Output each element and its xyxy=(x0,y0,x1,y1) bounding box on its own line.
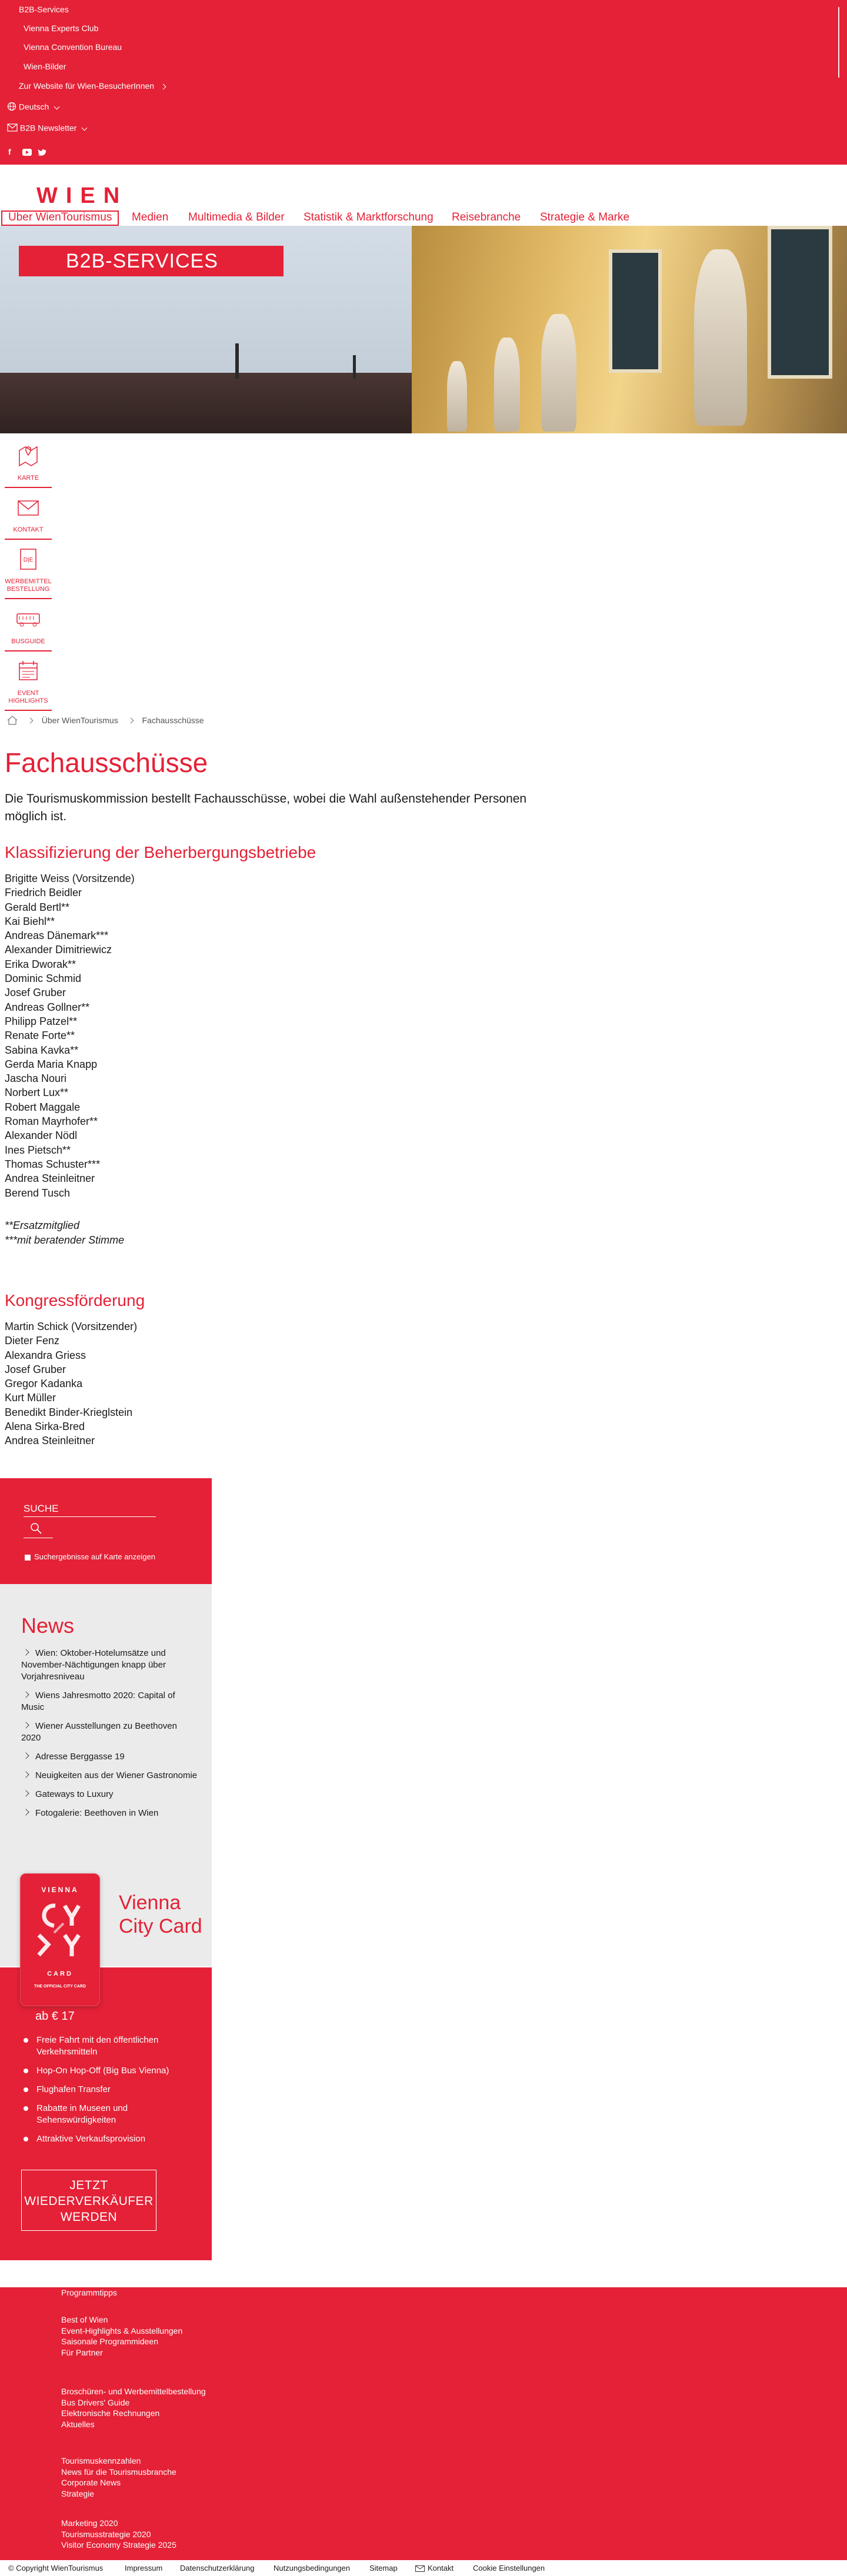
main-navigation xyxy=(0,211,847,227)
member-name: Sabina Kavka** xyxy=(5,1044,79,1056)
footer-link[interactable]: Strategie xyxy=(61,2488,95,2498)
member-name: Andrea Steinleitner xyxy=(5,1435,95,1447)
hero-window xyxy=(768,226,832,379)
legal-link-cookie-settings[interactable]: Cookie Einstellungen xyxy=(473,2564,545,2572)
side-icon-label: KONTAKT xyxy=(13,526,44,533)
section-heading-kongressfoerderung: Kongressförderung xyxy=(5,1291,145,1309)
member-name: Philipp Patzel** xyxy=(5,1015,78,1027)
member-name: Renate Forte** xyxy=(5,1030,75,1042)
checkbox-label: Suchergebnisse auf Karte anzeigen xyxy=(34,1552,155,1561)
visitor-website-label: Zur Website für Wien-BesucherInnen xyxy=(19,81,155,91)
envelope-icon xyxy=(415,2565,425,2572)
hero-spire xyxy=(235,343,239,379)
legal-link-datenschutz[interactable]: Datenschutzerklärung xyxy=(180,2564,255,2572)
side-icon-busguide[interactable] xyxy=(5,606,52,651)
hero-statue xyxy=(447,361,467,432)
footer-link[interactable]: Best of Wien xyxy=(61,2315,108,2324)
note-ersatzmitglied: **Ersatzmitglied xyxy=(5,1219,80,1231)
hero-statue xyxy=(541,314,576,432)
topbar-link-b2b-services[interactable]: B2B-Services xyxy=(19,5,69,14)
member-name: Alexander Nödl xyxy=(5,1130,78,1142)
member-name: Jascha Nouri xyxy=(5,1073,67,1085)
member-name: Alexandra Griess xyxy=(5,1349,86,1361)
news-item[interactable] xyxy=(21,1789,198,1800)
chevron-right-icon xyxy=(22,1771,29,1778)
member-name: Gregor Kadanka xyxy=(5,1378,83,1390)
envelope-icon xyxy=(7,123,18,132)
nav-item-statistik[interactable]: Statistik & Marktforschung xyxy=(304,211,433,223)
member-name: Andreas Gollner** xyxy=(5,1001,90,1013)
news-item-text: Adresse Berggasse 19 xyxy=(35,1752,125,1762)
news-item-text: Gateways to Luxury xyxy=(35,1789,114,1799)
side-icon-event-highlights[interactable] xyxy=(5,657,52,711)
footer-link-group xyxy=(61,2455,176,2499)
footer-link[interactable]: Elektronische Rechnungen xyxy=(61,2408,160,2418)
language-selector[interactable] xyxy=(7,101,59,111)
side-icon-kontakt[interactable] xyxy=(5,494,52,540)
news-item-text: Wiens Jahresmotto 2020: Capital of Music xyxy=(21,1690,175,1712)
chevron-right-icon xyxy=(22,1752,29,1759)
breadcrumb xyxy=(7,715,204,727)
hero-statue xyxy=(694,249,747,426)
footer-link-group xyxy=(61,2314,182,2358)
city-card-feature-list xyxy=(21,2034,198,2152)
social-links xyxy=(8,147,47,156)
hero-rooftops xyxy=(0,373,447,433)
footer-link[interactable]: Corporate News xyxy=(61,2478,121,2487)
svg-text:D|E: D|E xyxy=(23,557,34,563)
city-card-feature: Freie Fahrt mit den öffentlichen Verkehrsmitteln xyxy=(21,2034,198,2058)
footer-link[interactable]: Tourismuskennzahlen xyxy=(61,2456,141,2465)
search-icon xyxy=(29,1522,44,1536)
member-list-klassifizierung xyxy=(5,871,135,1200)
twitter-icon[interactable] xyxy=(38,149,47,156)
topbar-link-vienna-convention-bureau[interactable]: Vienna Convention Bureau xyxy=(24,42,122,52)
wien-logo[interactable]: WIEN xyxy=(36,183,128,208)
chevron-down-icon xyxy=(82,125,88,131)
language-label: Deutsch xyxy=(18,102,49,112)
divider xyxy=(5,650,52,651)
language-brochure-icon xyxy=(15,546,42,573)
footer-link[interactable]: Visitor Economy Strategie 2025 xyxy=(61,2540,176,2550)
globe-icon xyxy=(7,102,16,111)
divider xyxy=(5,539,52,540)
copyright: © Copyright WienTourismus xyxy=(8,2564,104,2572)
nav-item-medien[interactable]: Medien xyxy=(132,211,169,223)
member-name: Benedikt Binder-Krieglstein xyxy=(5,1406,133,1418)
city-card-title: Vienna City Card xyxy=(119,1892,202,1937)
footer-link[interactable]: Aktuelles xyxy=(61,2419,95,2429)
city-card-top-text: VIENNA xyxy=(41,1886,79,1894)
footer-link[interactable]: Saisonale Programmideen xyxy=(61,2337,158,2346)
city-card-logo xyxy=(31,1899,89,1963)
member-name: Gerald Bertl** xyxy=(5,901,70,913)
member-list-kongressfoerderung xyxy=(5,1319,137,1448)
youtube-icon[interactable] xyxy=(22,149,32,156)
chevron-right-icon xyxy=(128,717,134,723)
footer-link[interactable]: Marketing 2020 xyxy=(61,2518,118,2528)
search-input[interactable] xyxy=(24,1501,156,1517)
side-icon-label: BUSGUIDE xyxy=(11,638,45,645)
news-item[interactable] xyxy=(21,1807,198,1819)
calendar-icon xyxy=(15,657,42,684)
news-item-text: Wien: Oktober-Hotelumsätze und November-Nächtigungen knapp über Vorjahresniveau xyxy=(21,1648,166,1682)
news-item[interactable] xyxy=(21,1720,198,1744)
hero-banner xyxy=(0,226,847,433)
hero-title: B2B-SERVICES xyxy=(19,246,284,276)
facebook-icon[interactable]: f xyxy=(8,147,11,156)
city-card-tagline: THE OFFICIAL CITY CARD xyxy=(34,1984,86,1989)
member-name: Thomas Schuster*** xyxy=(5,1158,101,1170)
news-item[interactable] xyxy=(21,1648,198,1683)
member-name: Martin Schick (Vorsitzender) xyxy=(5,1321,138,1332)
side-icon-werbemittel[interactable] xyxy=(5,546,52,599)
section-heading-klassifizierung: Klassifizierung der Beherbergungsbetriebe xyxy=(5,843,316,861)
footer-link[interactable]: Programmtipps xyxy=(61,2288,117,2297)
side-icon-label: WERBEMITTEL BESTELLUNG xyxy=(5,578,52,593)
member-name: Ines Pietsch** xyxy=(5,1144,71,1156)
map-icon xyxy=(15,442,42,469)
side-icon-label: EVENT HIGHLIGHTS xyxy=(8,690,48,704)
reseller-button[interactable]: JETZT WIEDERVERKÄUFER WERDEN xyxy=(21,2170,156,2231)
news-item[interactable] xyxy=(21,1770,198,1782)
footer-link[interactable]: Broschüren- und Werbemittelbestellung xyxy=(61,2387,206,2396)
member-name: Erika Dworak** xyxy=(5,958,76,970)
bottom-legal-bar xyxy=(0,2560,847,2576)
member-name: Andreas Dänemark*** xyxy=(5,930,109,942)
topbar-link-vienna-experts-club[interactable]: Vienna Experts Club xyxy=(24,24,99,33)
side-icon-karte[interactable] xyxy=(5,442,52,488)
news-list xyxy=(21,1648,198,1826)
chevron-down-icon xyxy=(54,103,60,109)
chevron-right-icon xyxy=(22,1649,29,1655)
member-name: Norbert Lux** xyxy=(5,1087,69,1099)
footer xyxy=(0,2287,847,2560)
chevron-right-icon xyxy=(22,1790,29,1796)
page-intro: Die Tourismuskommission bestellt Fachausschüsse, wobei die Wahl außenstehender Personen möglich ist. xyxy=(5,792,527,823)
breadcrumb-item[interactable]: Über WienTourismus xyxy=(41,716,118,726)
chevron-right-icon xyxy=(27,717,33,723)
newsletter-label: B2B Newsletter xyxy=(19,123,77,133)
vienna-city-card-image xyxy=(20,1873,100,2006)
member-name: Alena Sirka-Bred xyxy=(5,1421,85,1433)
news-title: News xyxy=(21,1613,75,1638)
nav-item-ueber-wientourismus[interactable]: Über WienTourismus xyxy=(1,211,119,226)
news-item-text: Wiener Ausstellungen zu Beethoven 2020 xyxy=(21,1721,177,1743)
member-name: Roman Mayrhofer** xyxy=(5,1115,98,1128)
footer-link[interactable]: Für Partner xyxy=(61,2347,103,2357)
map-results-checkbox[interactable] xyxy=(25,1552,155,1561)
member-name: Kai Biehl** xyxy=(5,915,55,927)
city-card-feature: Flughafen Transfer xyxy=(21,2084,198,2096)
news-item-text: Neuigkeiten aus der Wiener Gastronomie xyxy=(35,1770,198,1780)
note-beratende-stimme: ***mit beratender Stimme xyxy=(5,1234,125,1246)
news-item-text: Fotogalerie: Beethoven in Wien xyxy=(35,1808,159,1818)
member-name: Josef Gruber xyxy=(5,987,66,999)
envelope-icon xyxy=(15,494,42,521)
divider xyxy=(5,487,52,488)
news-item[interactable] xyxy=(21,1690,198,1713)
home-icon[interactable] xyxy=(7,716,18,725)
legal-link-kontakt-label: Kontakt xyxy=(428,2564,454,2572)
news-item[interactable] xyxy=(21,1751,198,1763)
member-name: Dieter Fenz xyxy=(5,1335,60,1347)
divider xyxy=(5,598,52,599)
member-name: Dominic Schmid xyxy=(5,973,82,985)
footer-link-group xyxy=(61,2386,206,2430)
member-name: Kurt Müller xyxy=(5,1392,56,1404)
nav-item-reisebranche[interactable]: Reisebranche xyxy=(452,211,521,223)
topbar-link-wien-bilder[interactable]: Wien-Bilder xyxy=(24,62,66,71)
member-name: Friedrich Beidler xyxy=(5,887,82,899)
footer-link[interactable]: Event-Highlights & Ausstellungen xyxy=(61,2326,183,2336)
search-button[interactable] xyxy=(24,1521,53,1538)
newsletter-selector[interactable] xyxy=(7,122,86,132)
footer-link-group xyxy=(61,2287,117,2298)
member-name: Andrea Steinleitner xyxy=(5,1172,95,1185)
divider xyxy=(5,710,52,711)
member-name: Robert Maggale xyxy=(5,1101,81,1113)
hero-window xyxy=(609,249,662,373)
city-card-feature: Hop-On Hop-Off (Big Bus Vienna) xyxy=(21,2065,198,2077)
member-name: Brigitte Weiss (Vorsitzende) xyxy=(5,873,135,884)
bus-icon xyxy=(15,606,42,633)
search-panel xyxy=(0,1478,212,1584)
scrollbar-track[interactable] xyxy=(838,7,839,78)
visitor-website-link[interactable] xyxy=(19,81,165,91)
city-card-feature: Attraktive Verkaufsprovision xyxy=(21,2133,198,2145)
footer-link[interactable]: News für die Tourismusbranche xyxy=(61,2467,176,2477)
chevron-right-icon xyxy=(22,1691,29,1698)
city-card-price: ab € 17 xyxy=(35,2010,75,2023)
checkbox-box[interactable] xyxy=(25,1555,31,1561)
member-name: Alexander Dimitriewicz xyxy=(5,944,112,956)
hero-statue xyxy=(494,338,520,432)
hero-spire xyxy=(353,355,356,379)
nav-item-multimedia-bilder[interactable]: Multimedia & Bilder xyxy=(188,211,285,223)
page-title: Fachausschüsse xyxy=(5,747,208,778)
breadcrumb-item-current: Fachausschüsse xyxy=(142,716,204,726)
chevron-right-icon xyxy=(161,84,166,90)
member-name: Josef Gruber xyxy=(5,1363,66,1375)
legal-link-impressum[interactable]: Impressum xyxy=(125,2564,163,2572)
top-utility-bar xyxy=(0,0,847,165)
chevron-right-icon xyxy=(22,1809,29,1815)
chevron-right-icon xyxy=(22,1722,29,1728)
legal-link-kontakt[interactable] xyxy=(415,2564,453,2572)
city-card-bottom-text: CARD xyxy=(47,1970,73,1977)
footer-link[interactable]: Bus Drivers' Guide xyxy=(61,2397,130,2407)
legal-link-nutzungsbedingungen[interactable]: Nutzungsbedingungen xyxy=(274,2564,351,2572)
nav-item-strategie-marke[interactable]: Strategie & Marke xyxy=(540,211,630,223)
footer-link[interactable]: Tourismusstrategie 2020 xyxy=(61,2529,151,2539)
legal-link-sitemap[interactable]: Sitemap xyxy=(369,2564,398,2572)
member-name: Gerda Maria Knapp xyxy=(5,1058,98,1070)
side-icon-label: KARTE xyxy=(17,475,39,482)
member-name: Berend Tusch xyxy=(5,1187,71,1199)
city-card-feature: Rabatte in Museen und Sehenswürdigkeiten xyxy=(21,2103,198,2126)
footer-link-group xyxy=(61,2518,176,2551)
